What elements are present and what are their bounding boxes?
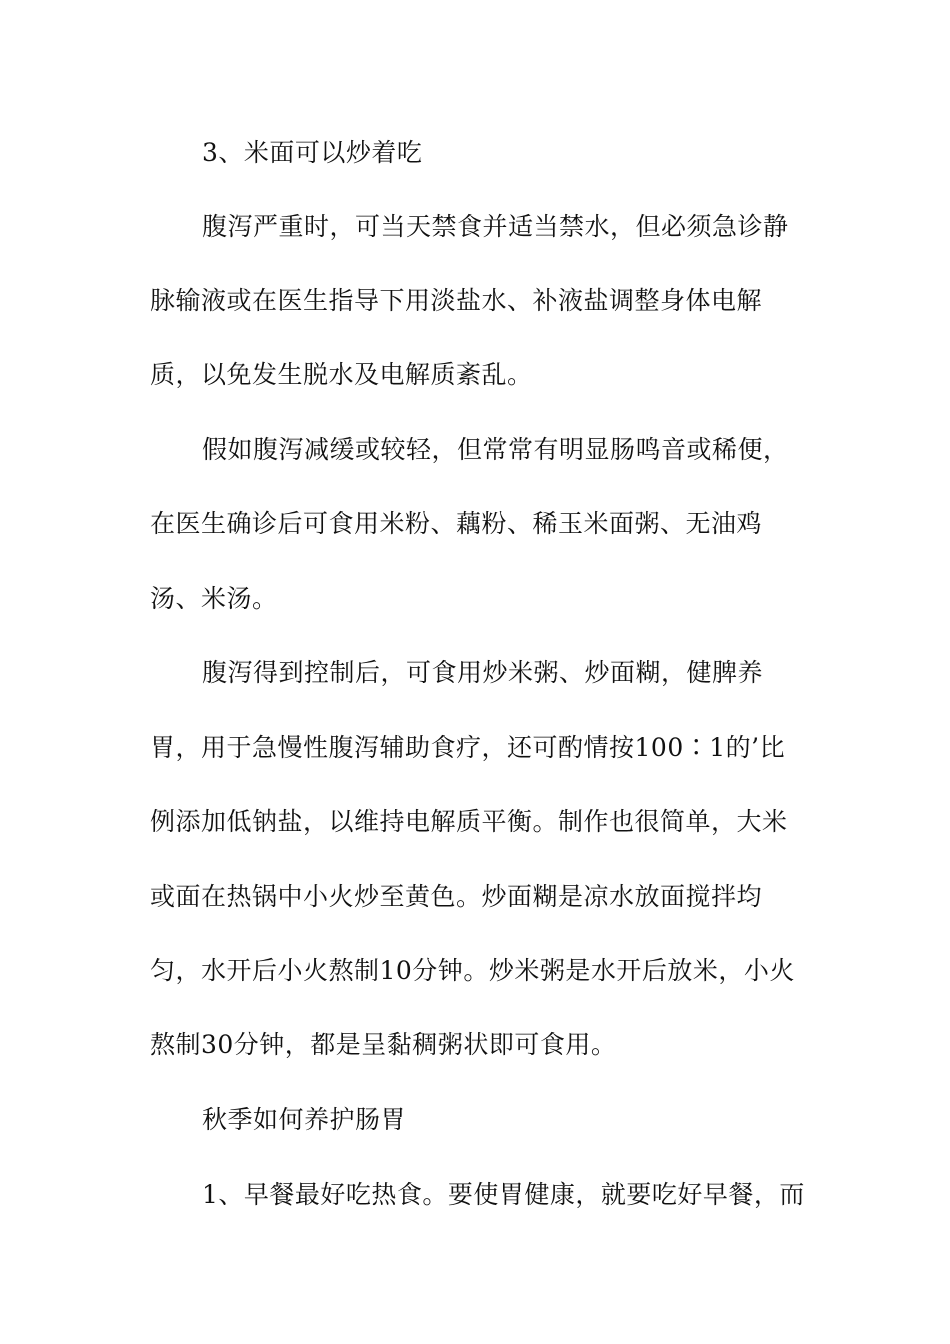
paragraph-line: 质，以免发生脱水及电解质紊乱。 — [150, 360, 533, 389]
paragraph-line: 假如腹泻减缓或较轻，但常常有明显肠鸣音或稀便， — [202, 435, 789, 464]
paragraph-line: 脉输液或在医生指导下用淡盐水、补液盐调整身体电解 — [150, 286, 763, 315]
paragraph-line: 匀，水开后小火熬制10分钟。炒米粥是水开后放米，小火 — [150, 956, 795, 985]
paragraph-line: 胃，用于急慢性腹泻辅助食疗，还可酌情按100∶1的’比 — [150, 733, 786, 762]
paragraph-line: 熬制30分钟，都是呈黏稠粥状即可食用。 — [150, 1030, 617, 1059]
paragraph-line: 汤、米汤。 — [150, 584, 278, 613]
paragraph-line: 1、早餐最好吃热食。要使胃健康，就要吃好早餐，而 — [202, 1180, 805, 1209]
paragraph-line: 腹泻得到控制后，可食用炒米粥、炒面糊，健脾养 — [202, 658, 764, 687]
paragraph-line: 腹泻严重时，可当天禁食并适当禁水，但必须急诊静 — [202, 212, 789, 241]
section-heading: 3、米面可以炒着吃 — [202, 138, 423, 167]
paragraph-line: 或面在热锅中小火炒至黄色。炒面糊是凉水放面搅拌均 — [150, 882, 763, 911]
section-heading: 秋季如何养护肠胃 — [202, 1105, 407, 1134]
paragraph-line: 在医生确诊后可食用米粉、藕粉、稀玉米面粥、无油鸡 — [150, 509, 763, 538]
paragraph-line: 例添加低钠盐，以维持电解质平衡。制作也很简单，大米 — [150, 807, 788, 836]
